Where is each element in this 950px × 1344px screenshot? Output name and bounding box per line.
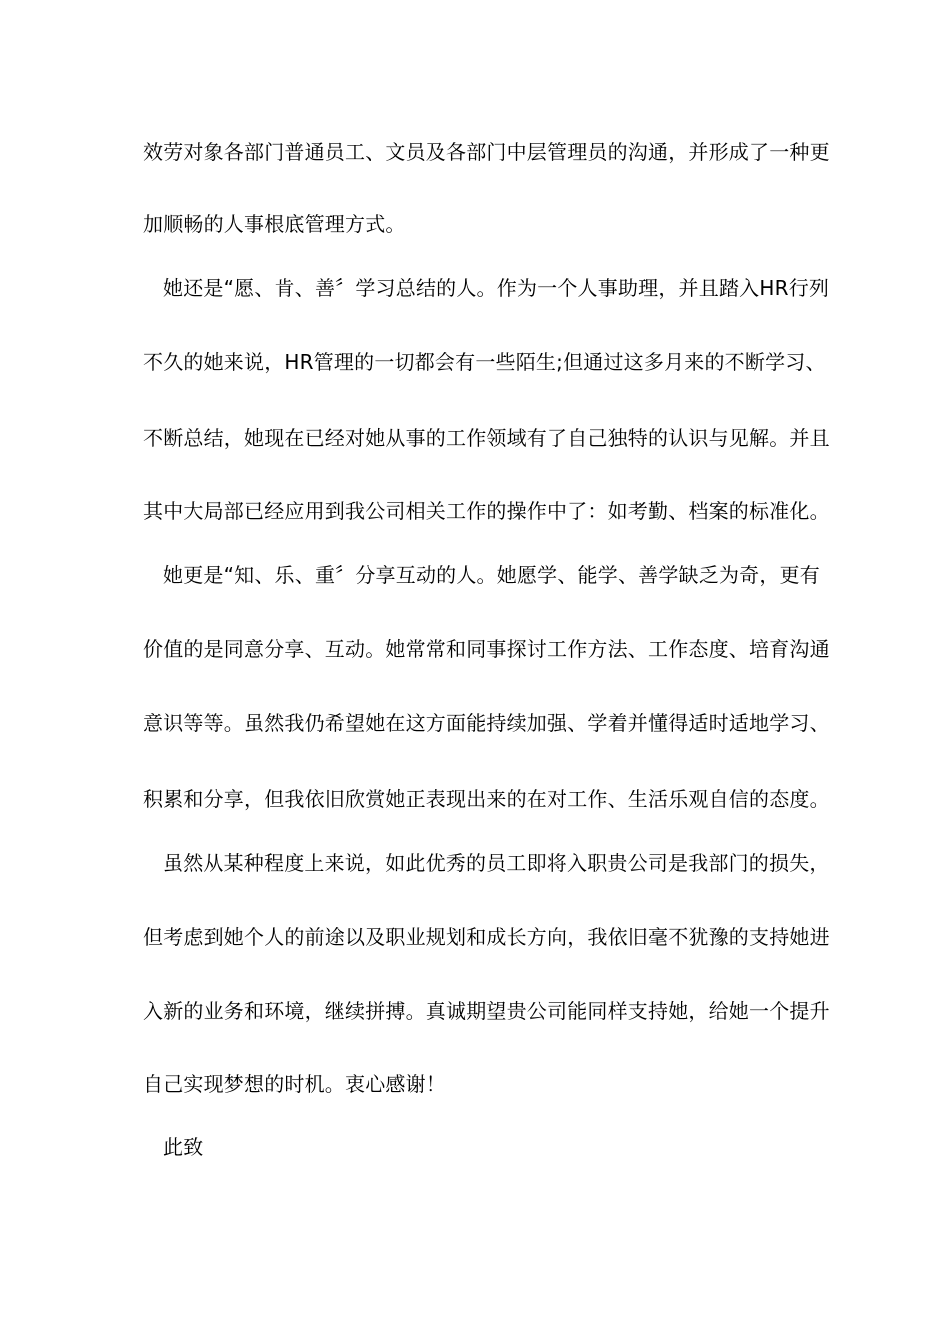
- salutation-line: 此致: [163, 1135, 204, 1159]
- text-line: 加顺畅的人事根底管理方式。: [143, 212, 406, 236]
- text-line: 其中大局部已经应用到我公司相关工作的操作中了：如考勤、档案的标准化。: [143, 499, 830, 523]
- text-line: 效劳对象各部门普通员工、文员及各部门中层管理员的沟通，并形成了一种更: [143, 140, 830, 164]
- text-line: 自己实现梦想的时机。衷心感谢！: [143, 1072, 446, 1096]
- paragraph-start-line: 虽然从某种程度上来说，如此优秀的员工即将入职贵公司是我部门的损失，: [163, 851, 830, 875]
- text-line: 意识等等。虽然我仍希望她在这方面能持续加强、学着并懂得适时适地学习、: [143, 711, 830, 735]
- text-line: 不久的她来说，HR管理的一切都会有一些陌生;但通过这多月来的不断学习、: [143, 350, 826, 374]
- text-line: 价值的是同意分享、互动。她常常和同事探讨工作方法、工作态度、培育沟通: [143, 637, 830, 661]
- text-line: 但考虑到她个人的前途以及职业规划和成长方向，我依旧毫不犹豫的支持她进: [143, 925, 830, 949]
- text-line: 入新的业务和环境，继续拼搏。真诚期望贵公司能同样支持她，给她一个提升: [143, 999, 830, 1023]
- text-line: 不断总结，她现在已经对她从事的工作领域有了自己独特的认识与见解。并且: [143, 426, 830, 450]
- paragraph-start-line: 她还是“愿、肯、善〞学习总结的人。作为一个人事助理，并且踏入HR行列: [163, 276, 830, 300]
- text-line: 积累和分享，但我依旧欣赏她正表现出来的在对工作、生活乐观自信的态度。: [143, 787, 830, 811]
- paragraph-start-line: 她更是“知、乐、重〞分享互动的人。她愿学、能学、善学缺乏为奇，更有: [163, 563, 820, 587]
